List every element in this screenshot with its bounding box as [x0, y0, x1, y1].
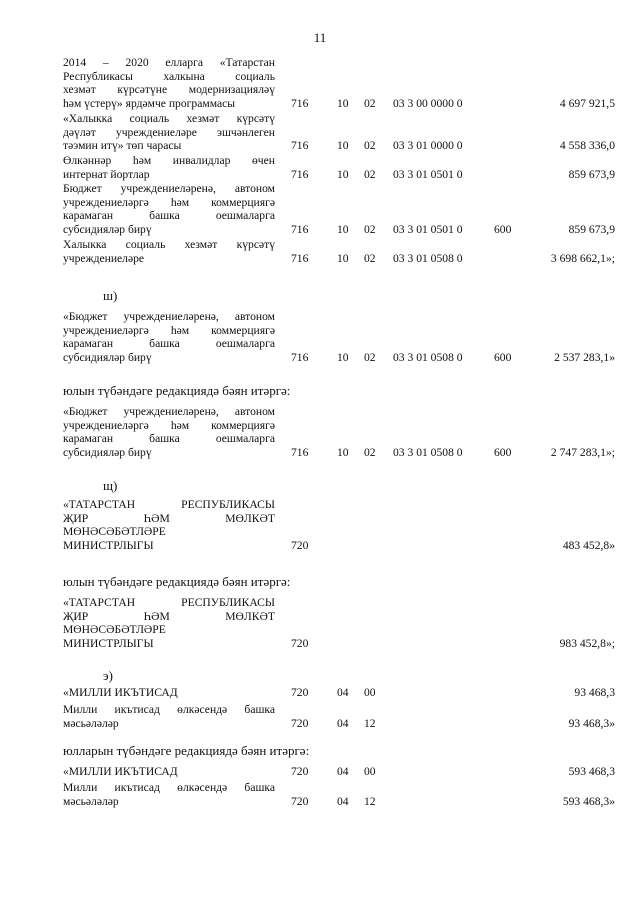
row-name-line: мәсьәләләр: [63, 794, 119, 808]
ministry-code: 716: [291, 350, 309, 364]
row-name-line: «Бюджет учреждениеләренә, автоном: [63, 310, 275, 323]
row-name: [63, 765, 275, 779]
replacement-phrase: юлын түбәндәге редакциядә бәян итәргә:: [63, 574, 291, 589]
section-code: 04: [337, 716, 349, 730]
row-name-line: учреждениеләргә һәм коммерциягә: [63, 323, 275, 337]
target-article-code: 03 3 01 0501 0: [393, 167, 463, 181]
section-code: 10: [337, 167, 349, 181]
row-name: [63, 310, 275, 364]
amount-value: 93 468,3»: [568, 716, 615, 730]
row-name-line: учреждениеләргә һәм коммерциягә: [63, 195, 275, 209]
row-name-line: «ТАТАРСТАН РЕСПУБЛИКАСЫ: [63, 498, 275, 511]
ministry-code: 720: [291, 794, 309, 808]
section-code: 04: [337, 794, 349, 808]
subsection-code: 00: [364, 686, 376, 699]
row-name-line: Халыкка социаль хезмәт күрсәтү: [63, 238, 275, 251]
section-code: 10: [337, 445, 349, 459]
row-name: [63, 686, 275, 700]
amount-value: 859 673,9: [568, 167, 615, 181]
row-name-line: учреждениеләре: [63, 251, 145, 265]
subitem-letter: э): [103, 668, 113, 683]
ministry-code: 720: [291, 636, 309, 650]
amount-value: 93 468,3: [574, 686, 615, 699]
section-code: 10: [337, 350, 349, 364]
ministry-code: 716: [291, 96, 309, 110]
expense-type-code: 600: [494, 222, 512, 236]
target-article-code: 03 3 01 0000 0: [393, 139, 463, 153]
row-name-line: карамаган башка оешмаларга: [63, 337, 275, 351]
row-name: [63, 56, 275, 110]
row-name-line: «Халыкка социаль хезмәт күрсәтү: [63, 112, 275, 125]
target-article-code: 03 3 01 0508 0: [393, 350, 463, 364]
subsection-code: 02: [364, 251, 376, 265]
amount-value: 4 558 336,0: [559, 139, 615, 153]
row-name-line: субсидияләр бирү: [63, 350, 152, 364]
row-name: [63, 596, 275, 650]
row-name-line: дәүләт учреждениеләре эшчәнлеген: [63, 125, 275, 139]
row-name-line: Милли икътисад өлкәсендә башка: [63, 781, 275, 794]
page-number: 11: [313, 30, 327, 45]
row-name-line: карамаган башка оешмаларга: [63, 432, 275, 446]
row-name: [63, 498, 275, 552]
row-name-line: интернат йортлар: [63, 167, 150, 181]
row-name-line: «ТАТАРСТАН РЕСПУБЛИКАСЫ: [63, 596, 275, 609]
subitem-letter: щ): [103, 478, 118, 493]
row-name-line: ҖИР ҺӘМ МӨЛКӘТ: [63, 609, 275, 623]
row-name-line: «МИЛЛИ ИКЪТИСАД: [63, 765, 178, 778]
amount-value: 859 673,9: [568, 222, 615, 236]
ministry-code: 716: [291, 251, 309, 265]
row-name-line: Бюджет учреждениеләренә, автоном: [63, 182, 275, 195]
row-name-line: МӨНӘСӘБӘТЛӘРЕ: [63, 525, 166, 539]
ministry-code: 716: [291, 445, 309, 459]
amount-value: 4 697 921,5: [559, 96, 615, 110]
target-article-code: 03 3 00 0000 0: [393, 96, 463, 110]
row-name-line: учреждениеләргә һәм коммерциягә: [63, 418, 275, 432]
row-name-line: мәсьәләләр: [63, 716, 119, 730]
amount-value: 983 452,8»;: [559, 636, 615, 650]
row-name-line: МӨНӘСӘБӘТЛӘРЕ: [63, 623, 166, 637]
subsection-code: 12: [364, 794, 376, 808]
subsection-code: 02: [364, 350, 376, 364]
row-name-line: субсидияләр бирү: [63, 445, 152, 459]
section-code: 10: [337, 139, 349, 153]
subsection-code: 02: [364, 445, 376, 459]
subsection-code: 02: [364, 96, 376, 110]
target-article-code: 03 3 01 0501 0: [393, 222, 463, 236]
ministry-code: 716: [291, 139, 309, 153]
row-name-line: «МИЛЛИ ИКЪТИСАД: [63, 686, 178, 699]
ministry-code: 720: [291, 765, 309, 778]
ministry-code: 720: [291, 538, 309, 552]
subitem-letter: ш): [103, 288, 118, 303]
row-name-line: «Бюджет учреждениеләренә, автоном: [63, 405, 275, 418]
ministry-code: 716: [291, 167, 309, 181]
row-name-line: ҖИР ҺӘМ МӨЛКӘТ: [63, 511, 275, 525]
row-name-line: тәэмин итү» төп чарасы: [63, 139, 182, 153]
amount-value: 3 698 662,1»;: [550, 251, 615, 265]
subsection-code: 02: [364, 167, 376, 181]
row-name-line: 2014 – 2020 елларга «Татарстан: [63, 56, 275, 69]
row-name: [63, 703, 275, 730]
expense-type-code: 600: [494, 445, 512, 459]
section-code: 04: [337, 765, 349, 778]
row-name: [63, 781, 275, 808]
row-name-line: хезмәт күрсәтүне модернизацияләү: [63, 83, 275, 97]
section-code: 10: [337, 222, 349, 236]
row-name-line: һәм үстерү» ярдәмче программасы: [63, 96, 236, 110]
row-name: [63, 405, 275, 459]
amount-value: 593 468,3»: [562, 794, 615, 808]
subsection-code: 12: [364, 716, 376, 730]
subsection-code: 00: [364, 765, 376, 778]
row-name: [63, 154, 275, 181]
section-code: 10: [337, 96, 349, 110]
row-name-line: карамаган башка оешмаларга: [63, 209, 275, 223]
target-article-code: 03 3 01 0508 0: [393, 445, 463, 459]
row-name: [63, 182, 275, 236]
row-name-line: Өлкәннәр һәм инвалидлар өчен: [63, 154, 275, 167]
row-name: [63, 112, 275, 153]
subsection-code: 02: [364, 222, 376, 236]
amount-value: 2 537 283,1»: [554, 350, 615, 364]
amount-value: 2 747 283,1»;: [550, 445, 615, 459]
amount-value: 593 468,3: [568, 765, 615, 778]
row-name-line: МИНИСТРЛЫГЫ: [63, 636, 154, 650]
ministry-code: 720: [291, 716, 309, 730]
row-name-line: Милли икътисад өлкәсендә башка: [63, 703, 275, 716]
ministry-code: 720: [291, 686, 309, 699]
amount-value: 483 452,8»: [562, 538, 615, 552]
ministry-code: 716: [291, 222, 309, 236]
section-code: 04: [337, 686, 349, 699]
row-name: [63, 238, 275, 265]
target-article-code: 03 3 01 0508 0: [393, 251, 463, 265]
row-name-line: МИНИСТРЛЫГЫ: [63, 538, 154, 552]
replacement-phrase: юлын түбәндәге редакциядә бәян итәргә:: [63, 383, 291, 398]
replacement-phrase: юлларын түбәндәге редакциядә бәян итәргә:: [63, 743, 310, 758]
subsection-code: 02: [364, 139, 376, 153]
row-name-line: субсидияләр бирү: [63, 222, 152, 236]
row-name-line: Республикасы халкына социаль: [63, 69, 275, 83]
expense-type-code: 600: [494, 350, 512, 364]
section-code: 10: [337, 251, 349, 265]
